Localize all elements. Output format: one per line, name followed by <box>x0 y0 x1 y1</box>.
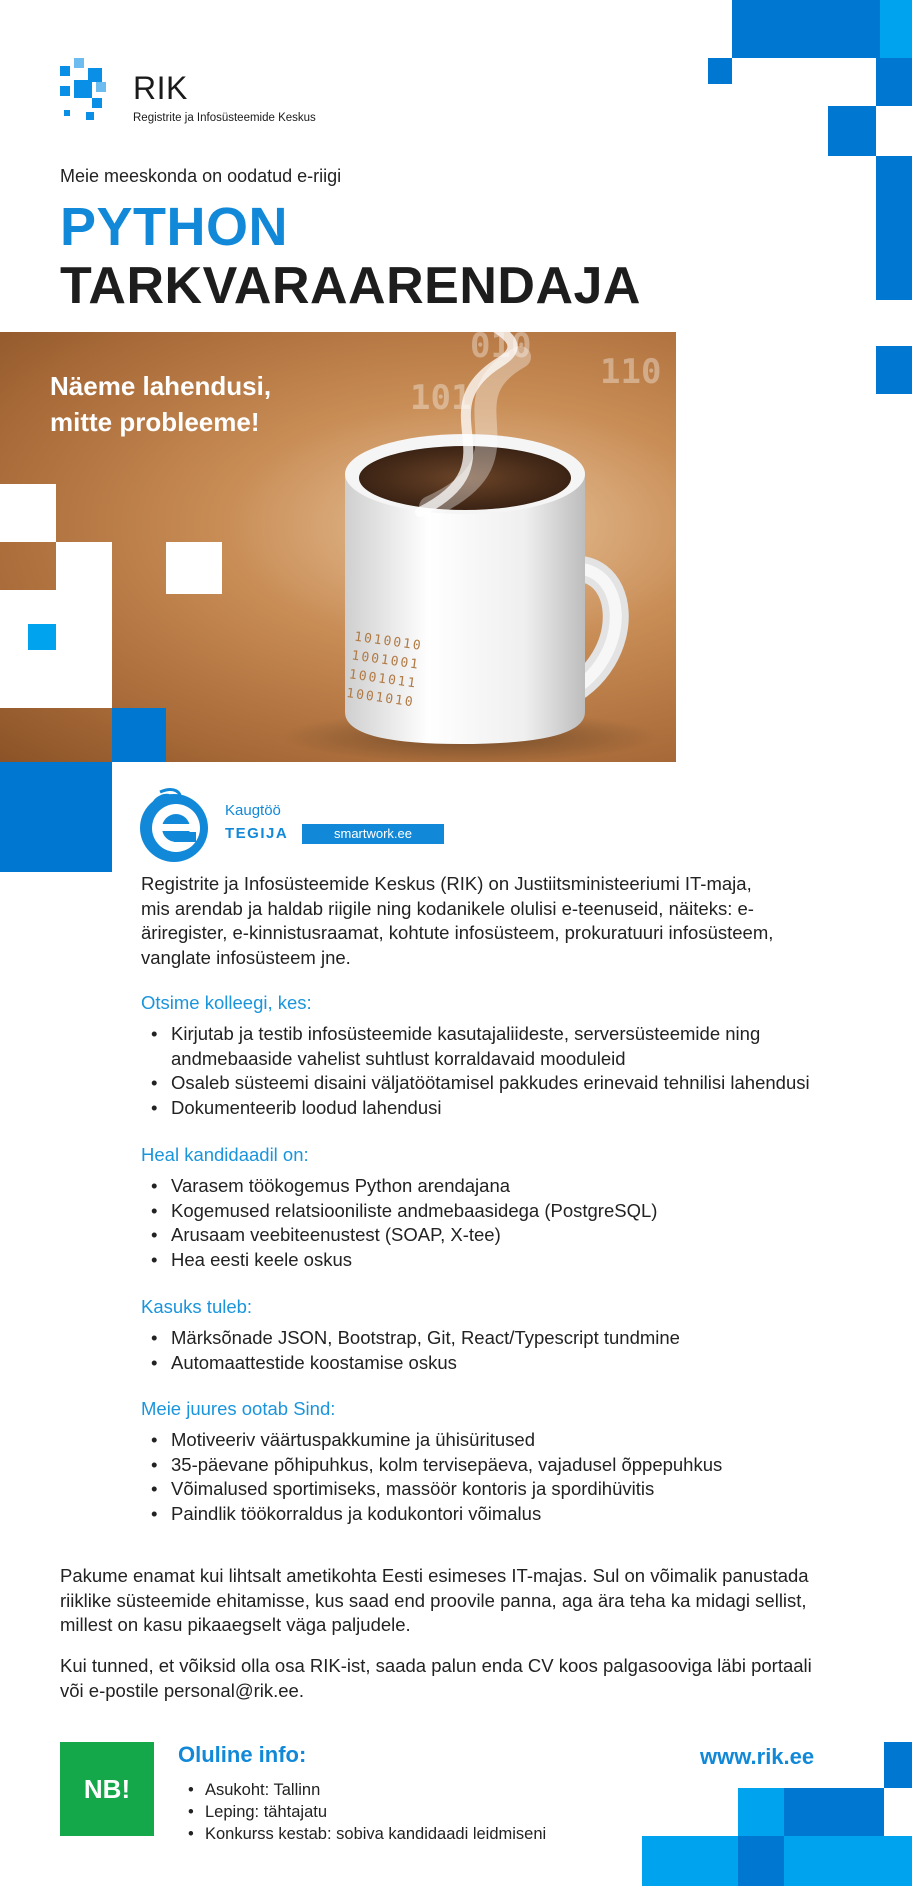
decor-square <box>112 708 166 762</box>
decor-square <box>166 542 222 594</box>
badge-line1: Kaugtöö <box>225 802 281 819</box>
list-item: • Paindlik töökorraldus ja kodukontori võimalus <box>141 1502 881 1527</box>
important-info-list <box>178 1779 598 1845</box>
list-item: • Hea eesti keele oskus <box>141 1248 881 1273</box>
decor-square <box>0 590 112 708</box>
job-title-line1: PYTHON <box>60 197 289 257</box>
list-item: • Märksõnade JSON, Bootstrap, Git, React/Typescript tundmine <box>141 1326 881 1351</box>
list-item: • Asukoht: Tallinn <box>178 1779 598 1801</box>
badge-line2: TEGIJA <box>225 825 289 842</box>
decor-square <box>876 156 912 300</box>
decor-square <box>738 1788 784 1836</box>
nb-badge: NB! <box>60 1742 154 1836</box>
mug-binary-text: 1010010 1001001 1001011 1001010 <box>345 629 424 711</box>
decor-square <box>732 0 880 58</box>
decor-square <box>880 0 912 58</box>
section-list <box>141 1326 881 1375</box>
hero-image: 010 101 110 1010010 1001001 1001011 1001010 <box>0 332 676 762</box>
section-heading: Otsime kolleegi, kes: <box>141 992 312 1013</box>
section-heading: Meie juures ootab Sind: <box>141 1398 336 1419</box>
list-item: • 35-päevane põhipuhkus, kolm tervisepäeva, vajadusel õppepuhkus <box>141 1453 881 1478</box>
closing-paragraph-1: Pakume enamat kui lihtsalt ametikohta Eesti esimeses IT-majas. Sul on võimalik panustada riiklike süsteemide ehitamisse, kus saad end proovile panna, aga ära teha ka midagi sellist, millest on kasu pikaaegselt väga paljudele. <box>60 1565 809 1635</box>
list-item: • Varasem töökogemus Python arendajana <box>141 1174 881 1199</box>
decor-square <box>884 1742 912 1788</box>
list-item: • Kirjutab ja testib infosüsteemide kasutajaliideste, serversüsteemide ning andmebaaside vahelist suhtlust korraldavaid mooduleid <box>141 1022 881 1071</box>
list-item: • Arusaam veebiteenustest (SOAP, X-tee) <box>141 1223 881 1248</box>
rik-logo-name: RIK <box>133 70 188 106</box>
closing-paragraph-2: Kui tunned, et võiksid olla osa RIK-ist, saada palun enda CV koos palgasooviga läbi portaali või e-postile personal@rik.ee. <box>60 1655 812 1701</box>
list-item: • Võimalused sportimiseks, massöör kontoris ja spordihüvitis <box>141 1477 881 1502</box>
rik-logo-mark <box>60 58 124 122</box>
decor-square <box>828 106 876 156</box>
decor-square <box>738 1836 784 1886</box>
rik-logo-subtitle: Registrite ja Infosüsteemide Keskus <box>133 112 316 124</box>
list-item: • Kogemused relatsiooniliste andmebaasidega (PostgreSQL) <box>141 1199 881 1224</box>
list-item: • Osaleb süsteemi disaini väljatöötamisel pakkudes erinevaid tehnilisi lahendusi <box>141 1071 881 1096</box>
decor-square <box>708 58 732 84</box>
company-description: Registrite ja Infosüsteemide Keskus (RIK) on Justiitsministeeriumi IT-maja, mis arendab ja haldab riigile ning kodanikele olulisi e-teenuseid, näiteks: e-äriregister, e-kinnistusraamat, kohtute infosüsteem, prokuratuuri infosüsteem, vanglate infosüsteem jne. <box>141 873 774 968</box>
list-item: • Motiveeriv väärtuspakkumine ja ühisüritused <box>141 1428 881 1453</box>
section-list <box>141 1428 881 1526</box>
decor-square <box>0 762 112 872</box>
list-item: • Automaattestide koostamise oskus <box>141 1351 881 1376</box>
decor-square <box>784 1788 884 1836</box>
decor-square <box>56 542 112 590</box>
hero-slogan: Näeme lahendusi, mitte probleeme! <box>50 371 272 437</box>
section-heading: Heal kandidaadil on: <box>141 1144 309 1165</box>
job-title-line2: TARKVARAARENDAJA <box>60 257 641 315</box>
website-link[interactable]: www.rik.ee <box>700 1744 815 1769</box>
job-intro: Meie meeskonda on oodatud e-riigi <box>60 166 342 186</box>
section-list <box>141 1022 881 1120</box>
section-list <box>141 1174 881 1272</box>
decor-square <box>0 484 56 542</box>
list-item: • Konkurss kestab: sobiva kandidaadi leidmiseni <box>178 1823 598 1845</box>
kaugtoo-logo-icon <box>134 786 214 866</box>
list-item: • Leping: tähtajatu <box>178 1801 598 1823</box>
list-item: • Dokumenteerib loodud lahendusi <box>141 1096 881 1121</box>
smartwork-link[interactable]: smartwork.ee <box>302 824 444 844</box>
decor-square <box>876 346 912 394</box>
decor-square <box>876 58 912 106</box>
section-heading: Kasuks tuleb: <box>141 1296 253 1317</box>
important-info-title: Oluline info: <box>178 1742 307 1767</box>
decor-square <box>28 624 56 650</box>
